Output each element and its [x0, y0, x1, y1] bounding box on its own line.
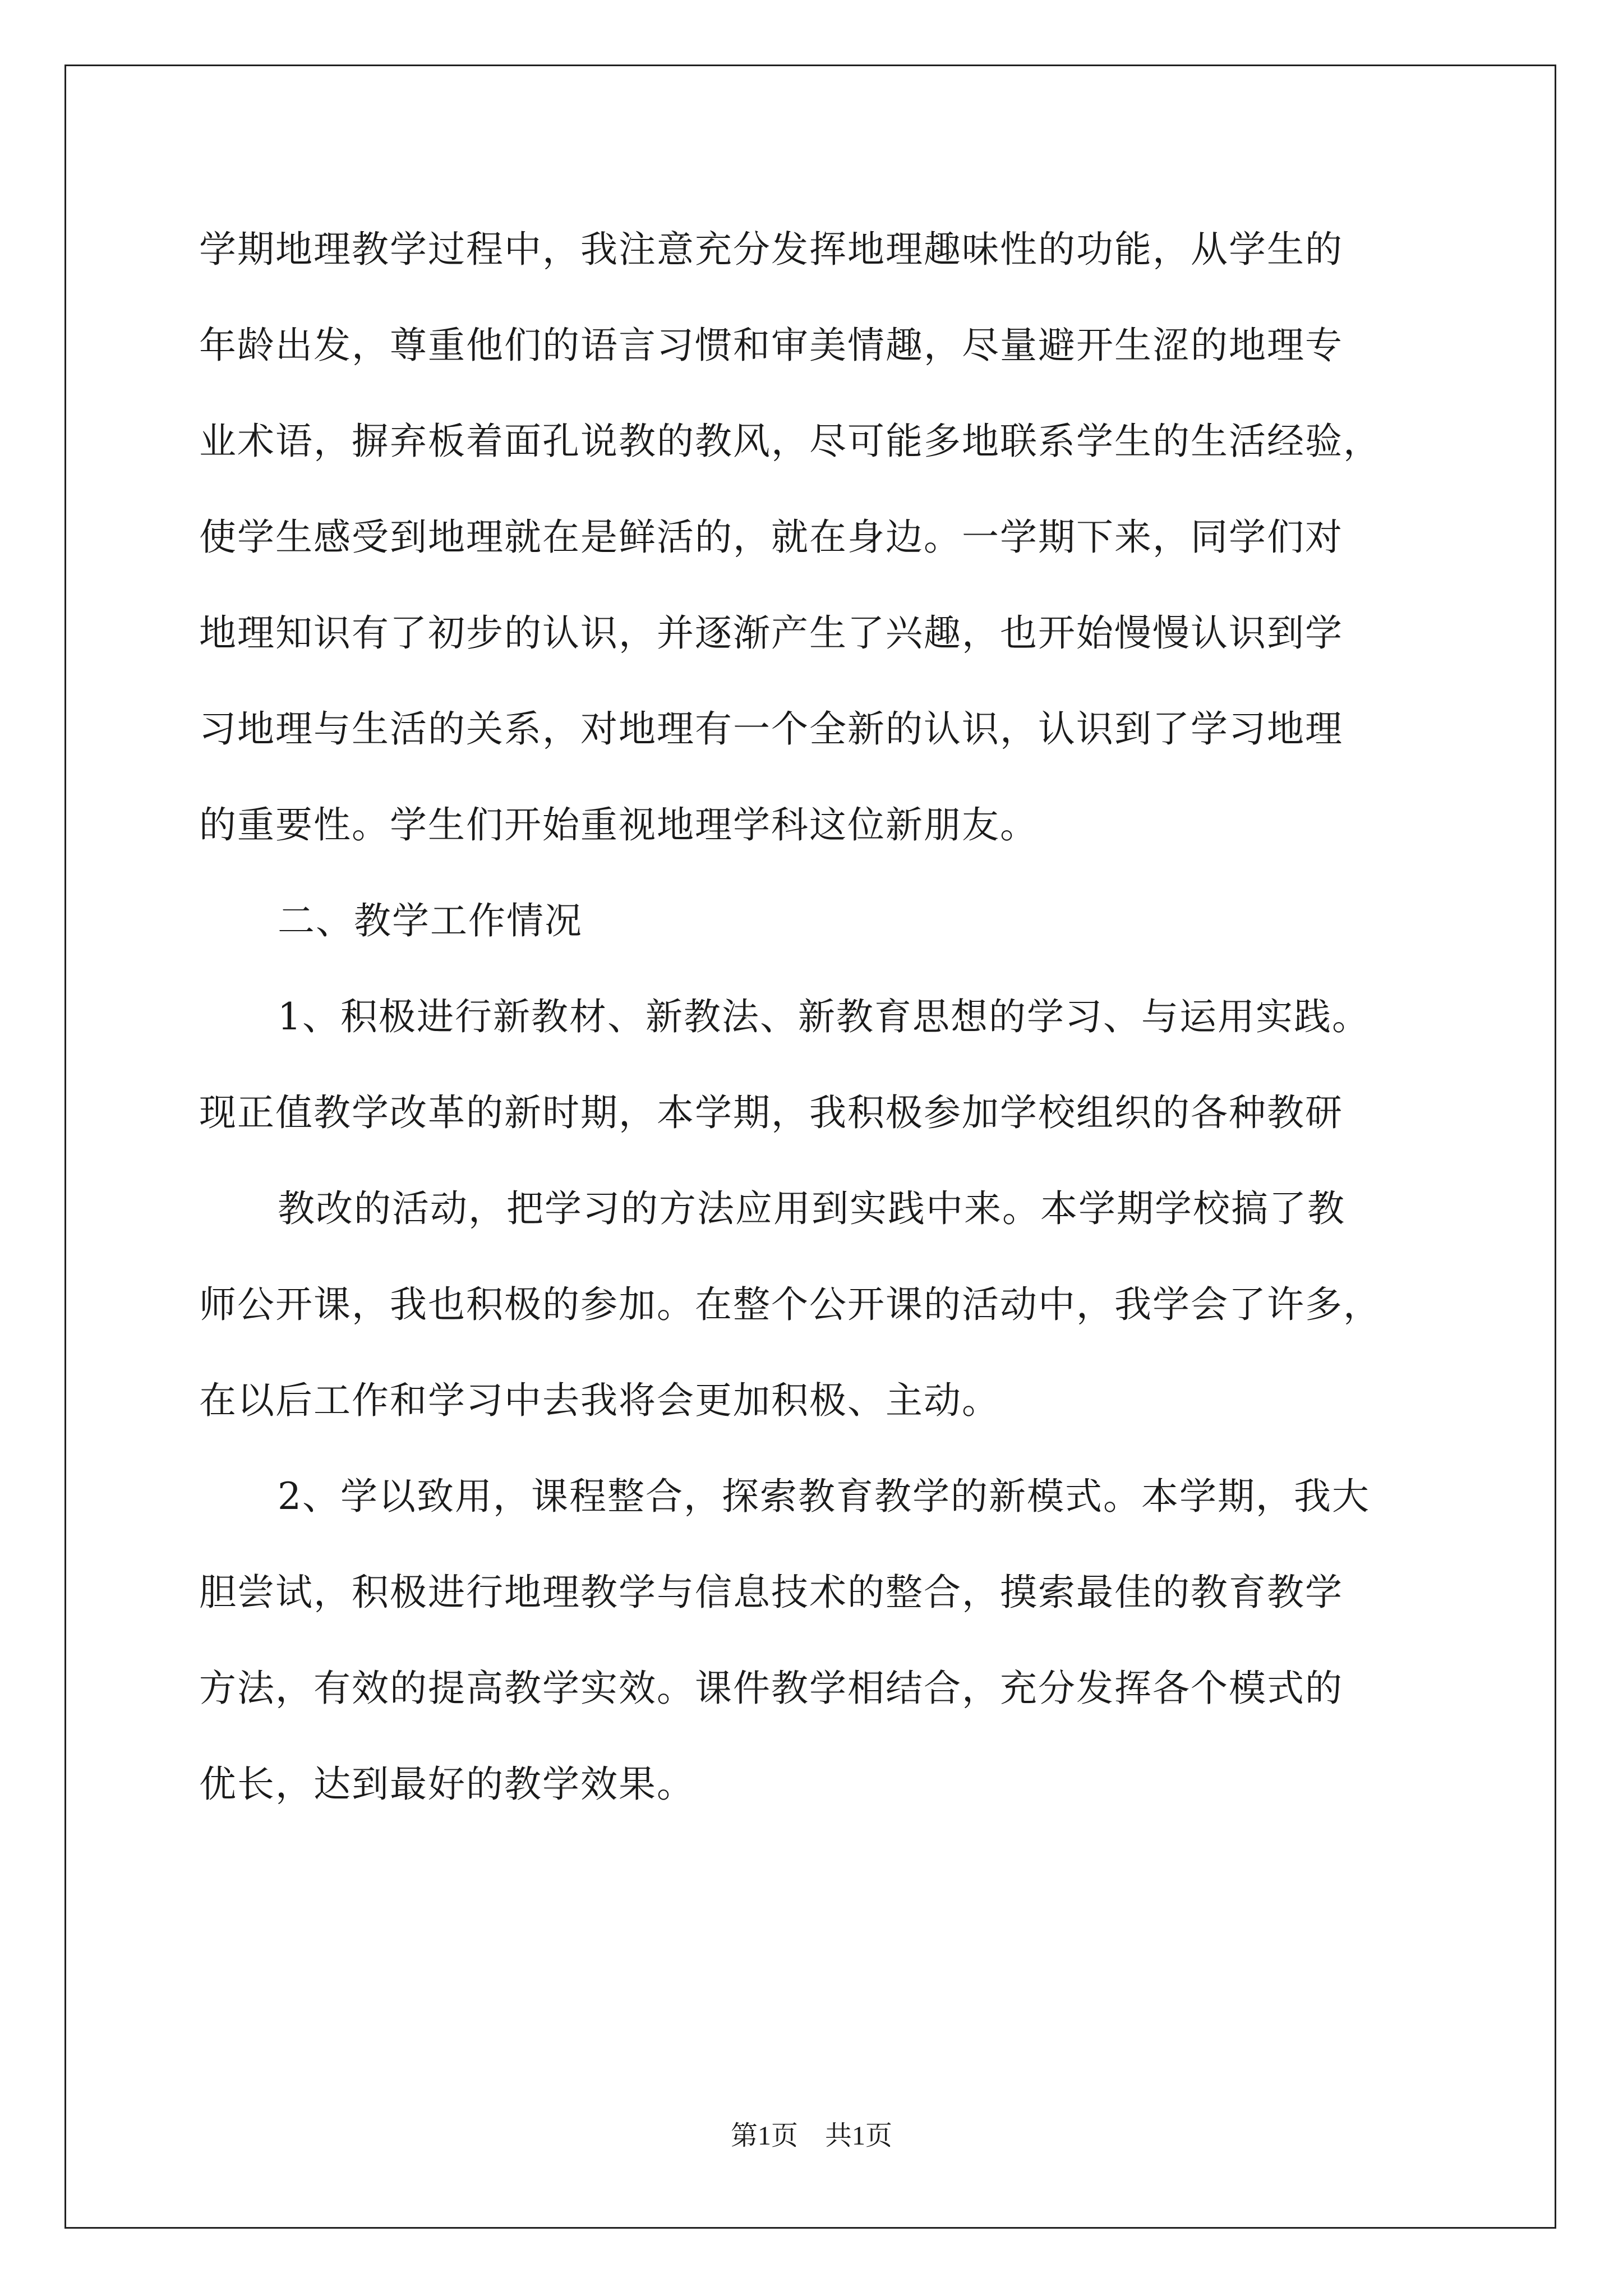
text-line: 胆尝试，积极进行地理教学与信息技术的整合，摸索最佳的教育教学: [199, 1571, 1343, 1614]
text-line: 习地理与生活的关系，对地理有一个全新的认识，认识到了学习地理: [199, 707, 1343, 751]
page-footer: 第1页 共1页: [730, 2121, 892, 2151]
text-line: 现正值教学改革的新时期，本学期，我积极参加学校组织的各种教研: [199, 1091, 1343, 1134]
text-line: 师公开课，我也积极的参加。在整个公开课的活动中，我学会了许多，: [199, 1283, 1381, 1326]
text-line: 方法，有效的提高教学实效。课件教学相结合，充分发挥各个模式的: [199, 1667, 1343, 1710]
text-line: 业术语，摒弃板着面孔说教的教风，尽可能多地联系学生的生活经验，: [199, 420, 1381, 463]
text-line: 学期地理教学过程中，我注意充分发挥地理趣味性的功能，从学生的: [199, 228, 1343, 271]
document-body: [199, 210, 1433, 1841]
text-line: 地理知识有了初步的认识，并逐渐产生了兴趣，也开始慢慢认识到学: [199, 611, 1343, 655]
text-line: 使学生感受到地理就在是鲜活的，就在身边。一学期下来，同学们对: [199, 516, 1343, 559]
text-line: 优长，达到最好的教学效果。: [199, 1763, 695, 1806]
text-line: 的重要性。学生们开始重视地理学科这位新朋友。: [199, 803, 1038, 846]
text-line: 教改的活动，把学习的方法应用到实践中来。本学期学校搞了教: [278, 1187, 1345, 1230]
text-line: 年龄出发，尊重他们的语言习惯和审美情趣，尽量避开生涩的地理专: [199, 324, 1343, 367]
section-heading: 二、教学工作情况: [278, 899, 583, 942]
text-line: 1、积极进行新教材、新教法、新教育思想的学习、与运用实践。: [278, 995, 1370, 1038]
text-line: 在以后工作和学习中去我将会更加积极、主动。: [199, 1379, 1000, 1422]
text-line: 2、学以致用，课程整合，探索教育教学的新模式。本学期，我大: [278, 1475, 1370, 1518]
